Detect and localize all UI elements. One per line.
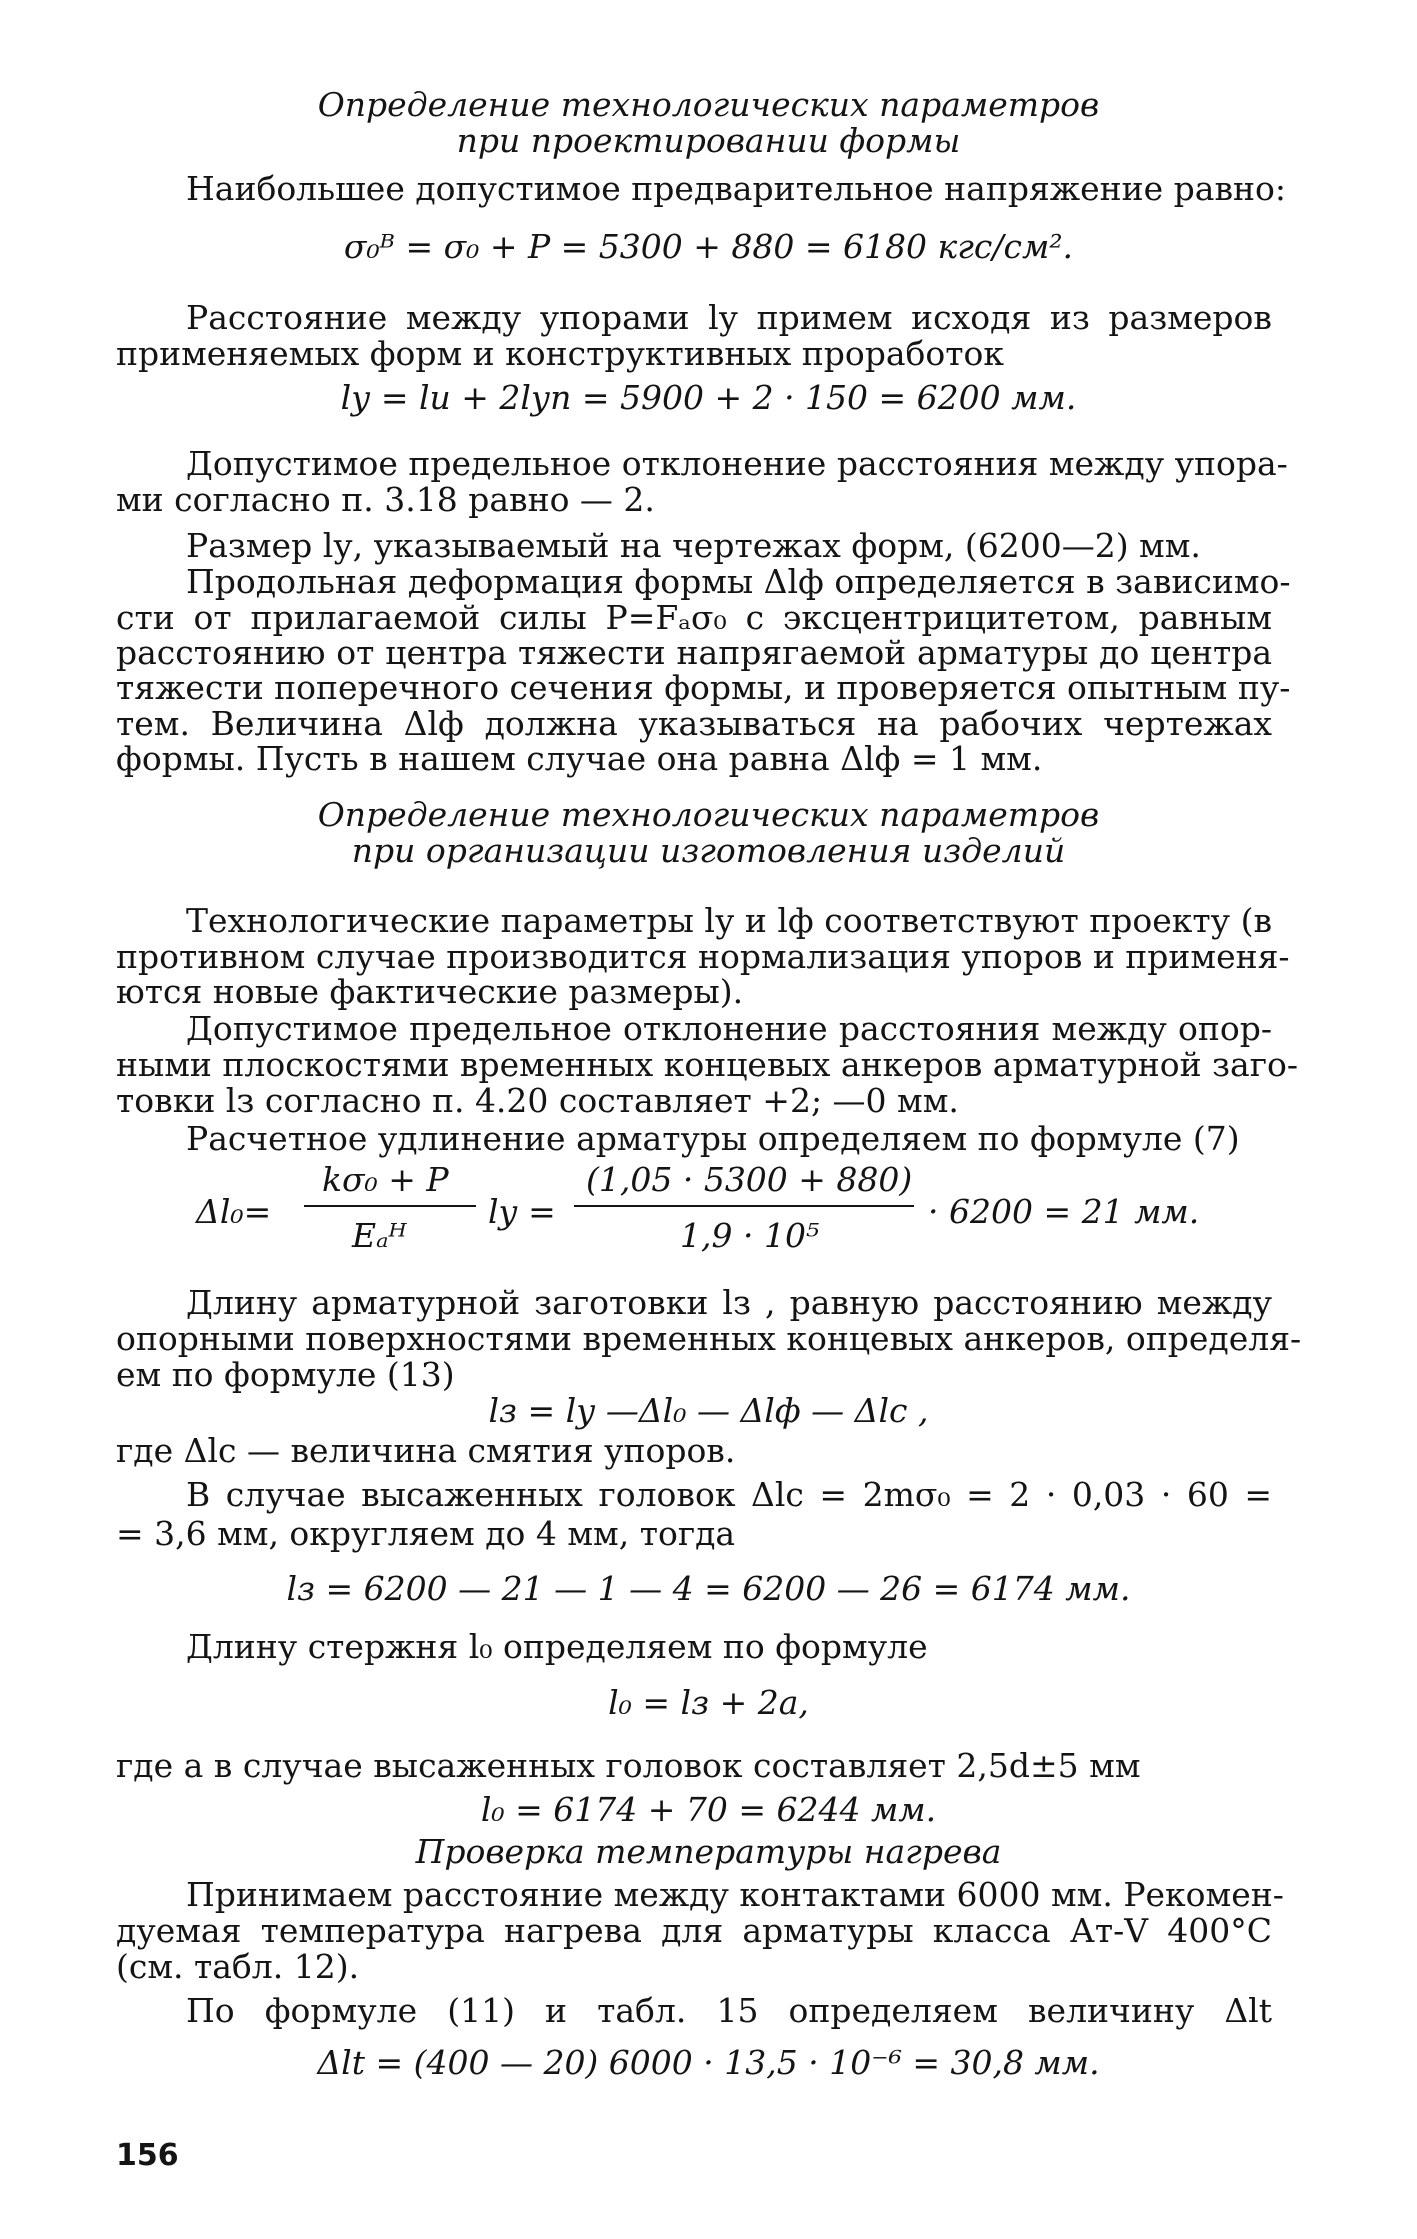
formula-text: lу = [488,1192,556,1231]
paragraph-line: В случае высаженных головок Δlс = 2mσ₀ = 2 · 0,03 · 60 = [186,1475,1272,1514]
formula-numerator: kσ₀ + P [322,1160,449,1199]
paragraph-line: ми согласно п. 3.18 равно — 2. [116,480,655,519]
paragraph-line: где Δlс — величина смятия упоров. [116,1431,736,1470]
formula: l₀ = lз + 2a, [608,1683,809,1722]
paragraph-line: Продольная деформация формы Δlф определяется в зависимо- [186,562,1291,601]
paragraph-line: По формуле (11) и табл. 15 определяем величину Δlt [186,1991,1272,2030]
formula: lз = lу —Δl₀ — Δlф — Δlс , [488,1391,929,1430]
paragraph-line: ются новые фактические размеры). [116,972,744,1011]
formula-text: · 6200 = 21 мм. [928,1192,1200,1231]
formula-denominator: Eₐᴴ [352,1216,407,1255]
paragraph-line: Длину арматурной заготовки lз , равную расстоянию между [186,1283,1272,1322]
fraction-bar [304,1205,476,1207]
paragraph-line: Технологические параметры lу и lф соответствуют проекту (в [186,901,1273,940]
formula: lу = lи + 2lуп = 5900 + 2 · 150 = 6200 мм. [340,378,1077,417]
paragraph-line: где a в случае высаженных головок составляет 2,5d±5 мм [116,1746,1141,1785]
formula: l₀ = 6174 + 70 = 6244 мм. [480,1790,937,1829]
paragraph-line: Размер lу, указываемый на чертежах форм, (6200—2) мм. [186,526,1201,565]
paragraph-line: формы. Пусть в нашем случае она равна Δlф = 1 мм. [116,739,1043,778]
formula-lhs: Δl₀= [196,1192,272,1231]
paragraph-line: Расчетное удлинение арматуры определяем по формуле (7) [186,1119,1240,1158]
formula: σ₀ᴮ = σ₀ + P = 5300 + 880 = 6180 кгс/см². [343,227,1074,266]
paragraph-line: расстоянию от центра тяжести напрягаемой арматуры до центра [116,633,1272,672]
paragraph-line: тяжести поперечного сечения формы, и проверяется опытным пу- [116,668,1291,707]
formula-denominator: 1,9 · 10⁵ [680,1216,820,1255]
paragraph-line: сти от прилагаемой силы P=Fₐσ₀ с эксцентрицитетом, равным [116,598,1272,637]
paragraph-line: = 3,6 мм, округляем до 4 мм, тогда [116,1514,736,1553]
paragraph-line: тем. Величина Δlф должна указываться на рабочих чертежах [116,704,1272,743]
paragraph-line: Наибольшее допустимое предварительное напряжение равно: [186,169,1287,208]
paragraph-line: (см. табл. 12). [116,1947,360,1986]
paragraph-line: противном случае производится нормализация упоров и применя- [116,937,1290,976]
page-number: 156 [116,2138,179,2173]
paragraph-line: Допустимое предельное отклонение расстояния между опор- [186,1009,1272,1048]
formula: Δlt = (400 — 20) 6000 · 13,5 · 10⁻⁶ = 30,8 мм. [317,2043,1100,2082]
paragraph-line: ными плоскостями временных концевых анкеров арматурной заго- [116,1045,1299,1084]
section-heading-line: Определение технологических параметров [317,795,1100,834]
section-heading-line: при организации изготовления изделий [351,831,1066,870]
fraction-bar [574,1205,914,1207]
formula: lз = 6200 — 21 — 1 — 4 = 6200 — 26 = 6174 мм. [286,1569,1131,1608]
formula-numerator: (1,05 · 5300 + 880) [586,1160,913,1199]
section-heading-line: Определение технологических параметров [317,85,1100,124]
paragraph-line: Длину стержня l₀ определяем по формуле [186,1627,928,1666]
section-heading-line: при проектировании формы [456,121,961,160]
paragraph-line: применяемых форм и конструктивных проработок [116,334,1005,373]
paragraph-line: Допустимое предельное отклонение расстояния между упора- [186,444,1288,483]
paragraph-line: Принимаем расстояние между контактами 6000 мм. Рекомен- [186,1875,1284,1914]
paragraph-line: Расстояние между упорами lу примем исходя из размеров [186,298,1272,337]
paragraph-line: ем по формуле (13) [116,1355,455,1394]
paragraph-line: опорными поверхностями временных концевых анкеров, определя- [116,1319,1302,1358]
paragraph-line: дуемая температура нагрева для арматуры класса Ат-V 400°C [116,1911,1272,1950]
paragraph-line: товки lз согласно п. 4.20 составляет +2; —0 мм. [116,1081,959,1120]
section-heading-line: Проверка температуры нагрева [415,1832,1002,1871]
